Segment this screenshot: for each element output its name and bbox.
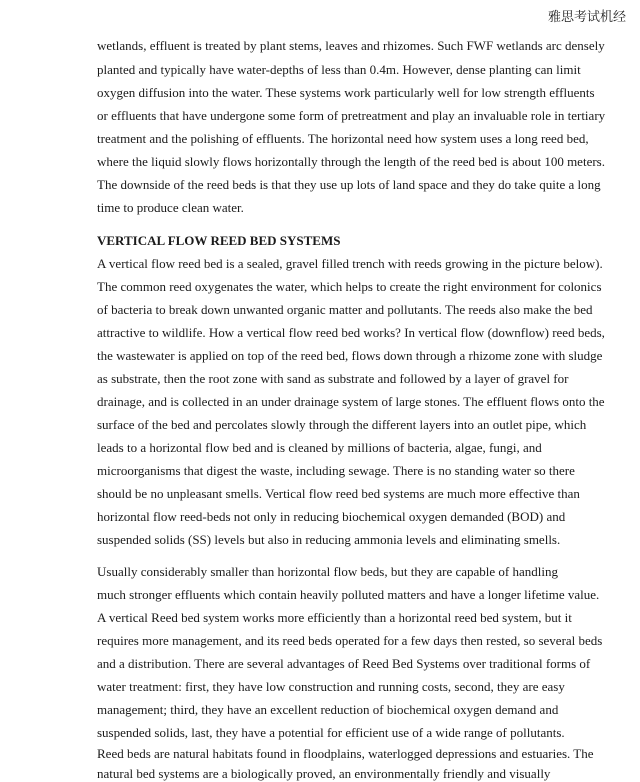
text-line: A vertical Reed bed system works more efficiently than a horizontal reed bed system, but it [97, 610, 572, 625]
text-line: of bacteria to break down unwanted organic matter and pollutants. The reeds also make the bed [97, 302, 593, 317]
text-line: and a distribution. There are several advantages of Reed Bed Systems over traditional forms of [97, 656, 591, 671]
text-line: wetlands, effluent is treated by plant stems, leaves and rhizomes. Such FWF wetlands arc densely [97, 38, 605, 53]
text-line: much stronger effluents which contain heavily polluted matters and have a longer lifetime value. [97, 587, 600, 602]
text-line: natural bed systems are a biologically proved, an environmentally friendly and visually [97, 766, 551, 781]
text-line: water treatment: first, they have low construction and running costs, second, they are easy [97, 679, 565, 694]
text-line: microorganisms that digest the waste, including sewage. There is no standing water so there [97, 463, 575, 478]
text-line: surface of the bed and percolates slowly through the different layers into an outlet pipe, which [97, 417, 587, 432]
text-line: A vertical flow reed bed is a sealed, gravel filled trench with reeds growing in the picture below). [97, 256, 603, 271]
text-line: leads to a horizontal flow bed and is cleaned by millions of bacteria, algae, fungi, and [97, 440, 542, 455]
text-line: Reed beds are natural habitats found in floodplains, waterlogged depressions and estuaries. The [97, 746, 594, 761]
text-line: Usually considerably smaller than horizontal flow beds, but they are capable of handling [97, 564, 558, 579]
text-line: treatment and the polishing of effluents. The horizontal need how system uses a long reed bed, [97, 131, 589, 146]
text-line: requires more management, and its reed beds operated for a few days then rested, so several beds [97, 633, 603, 648]
text-line: The common reed oxygenates the water, which helps to create the right environment for colonics [97, 279, 602, 294]
text-line: drainage, and is collected in an under drainage system of large stones. The effluent flows onto the [97, 394, 605, 409]
text-line: the wastewater is applied on top of the reed bed, flows down through a rhizome zone with sludge [97, 348, 603, 363]
text-line: as substrate, then the root zone with sand as substrate and followed by a layer of gravel for [97, 371, 569, 386]
text-line: suspended solids, last, they have a potential for efficient use of a wide range of pollutants. [97, 725, 565, 740]
text-line: should be no unpleasant smells. Vertical flow reed bed systems are much more effective than [97, 486, 580, 501]
text-line: planted and typically have water-depths of less than 0.4m. However, dense planting can limit [97, 62, 581, 77]
text-line: where the liquid slowly flows horizontally through the length of the reed bed is about 100 meters. [97, 154, 605, 169]
text-line: horizontal flow reed-beds not only in reducing biochemical oxygen demanded (BOD) and [97, 509, 566, 524]
text-line: or effluents that have undergone some form of pretreatment and play an invaluable role in tertiary [97, 108, 606, 123]
text-line: attractive to wildlife. How a vertical flow reed bed works? In vertical flow (downflow) reed beds, [97, 325, 605, 340]
section-heading: VERTICAL FLOW REED BED SYSTEMS [97, 233, 341, 248]
text-line: The downside of the reed beds is that they use up lots of land space and they do take quite a long [97, 177, 601, 192]
text-line: oxygen diffusion into the water. These systems work particularly well for low strength effluents [97, 85, 595, 100]
text-line: management; third, they have an excellent reduction of biochemical oxygen demand and [97, 702, 559, 717]
text-line: time to produce clean water. [97, 200, 244, 215]
text-line: suspended solids (SS) levels but also in reducing ammonia levels and eliminating smells. [97, 532, 561, 547]
page-header-label: 雅思考试机经 [547, 10, 626, 25]
